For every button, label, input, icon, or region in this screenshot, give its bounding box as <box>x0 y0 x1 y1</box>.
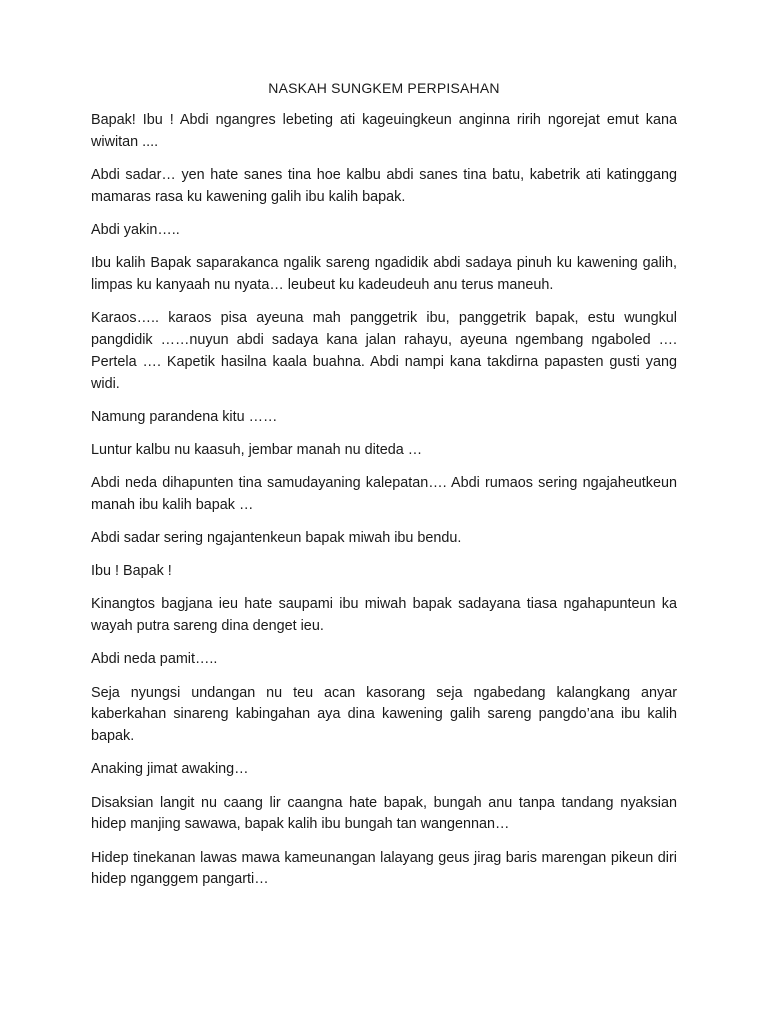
paragraph-5: Karaos….. karaos pisa ayeuna mah panggetrik ibu, panggetrik bapak, estu wungkul pangdidik ……nuyun abdi sadaya kana jalan rahayu, ayeuna ngembang ngaboled …. Pertela …. Kapetik hasilna kaala buahna. Abdi nampi kana takdirna papasten gusti yang widi. <box>91 310 677 392</box>
paragraph-2: Abdi sadar… yen hate sanes tina hoe kalbu abdi sanes tina batu, kabetrik ati katinggang mamaras rasa ku kawening galih ibu kalih bapak. <box>91 166 677 205</box>
paragraph-16: Hidep tinekanan lawas mawa kameunangan lalayang geus jirag baris marengan pikeun diri hidep nganggem pangarti… <box>91 849 677 888</box>
paragraph-11: Kinangtos bagjana ieu hate saupami ibu miwah bapak sadayana tiasa ngahapunteun ka wayah putra sareng dina denget ieu. <box>91 596 677 635</box>
paragraph-10: Ibu ! Bapak ! <box>91 563 172 580</box>
paragraph-7: Luntur kalbu nu kaasuh, jembar manah nu diteda … <box>91 441 423 458</box>
paragraph-9: Abdi sadar sering ngajantenkeun bapak miwah ibu bendu. <box>91 530 462 547</box>
document-body <box>91 110 677 903</box>
paragraph-8: Abdi neda dihapunten tina samudayaning kalepatan…. Abdi rumaos sering ngajaheutkeun manah ibu kalih bapak … <box>91 475 677 513</box>
document-title: NASKAH SUNGKEM PERPISAHAN <box>268 80 500 96</box>
paragraph-15: Disaksian langit nu caang lir caangna hate bapak, bungah anu tanpa tandang nyaksian hidep manjing sawawa, bapak kalih ibu bungah tan wangennan… <box>91 794 677 833</box>
paragraph-12: Abdi neda pamit….. <box>91 651 218 668</box>
paragraph-6: Namung parandena kitu …… <box>91 408 278 425</box>
paragraph-13: Seja nyungsi undangan nu teu acan kasorang seja ngabedang kalangkang anyar kaberkahan sinareng kabingahan aya dina kawening galih sareng pangdo’ana ibu kalih bapak. <box>91 684 677 745</box>
paragraph-3: Abdi yakin….. <box>91 221 180 238</box>
paragraph-1: Bapak! Ibu ! Abdi ngangres lebeting ati kageuingkeun anginna ririh ngorejat emut kana wiwitan .... <box>91 112 677 150</box>
paragraph-14: Anaking jimat awaking… <box>91 761 249 778</box>
paragraph-4: Ibu kalih Bapak saparakanca ngalik sareng ngadidik abdi sadaya pinuh ku kawening galih, limpas ku kanyaah nu nyata… leubeut ku kadeudeuh anu terus maneuh. <box>91 255 677 293</box>
